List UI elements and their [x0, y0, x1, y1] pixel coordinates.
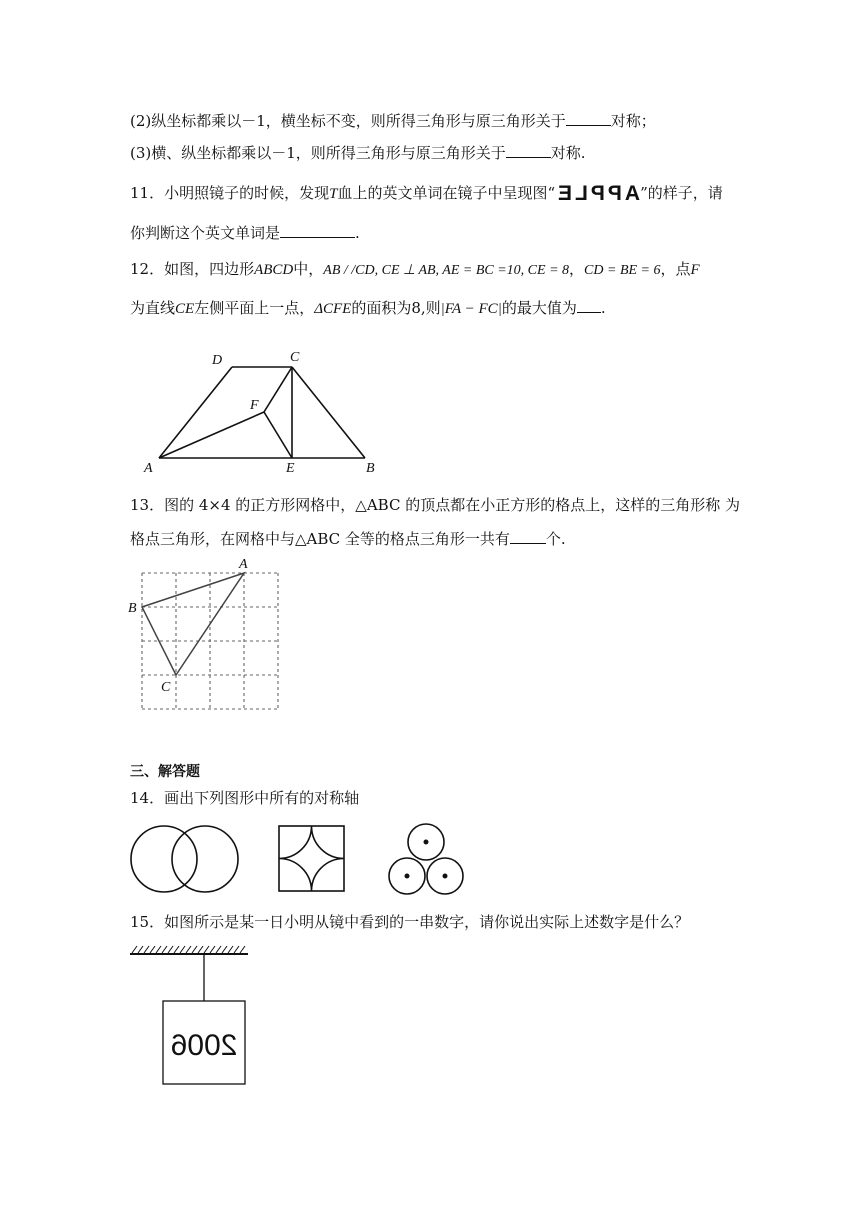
answer-blank [280, 223, 355, 238]
mirrored-number: 2006 [170, 1029, 238, 1062]
label-b: B [128, 601, 137, 616]
three-circles-figure [389, 824, 463, 894]
q10-line2: (2)纵坐标都乘以－1，横坐标不变，则所得三角形与原三角形关于 对称； [130, 112, 656, 130]
quadrilateral-figure [140, 345, 385, 475]
answer-blank [506, 143, 551, 158]
triangle-abc [142, 573, 244, 675]
segment-af [159, 412, 264, 458]
segment-fc [264, 367, 292, 412]
label-e: E [286, 461, 295, 475]
answer-blank [577, 298, 601, 313]
label-f: F [250, 398, 259, 413]
label-b: B [366, 461, 375, 475]
section-heading: 三、解答题 [130, 764, 200, 780]
q15-text: 15．如图所示是某一日小明从镜中看到的一串数字，请你说出实际上述数字是什么？ [130, 913, 690, 931]
grid-triangle-figure [125, 555, 285, 715]
label-a: A [144, 461, 153, 475]
label-c: C [161, 680, 171, 695]
q14-text: 14．画出下列图形中所有的对称轴 [130, 789, 360, 807]
q12-line2: 为直线CE左侧平面上一点，ΔCFE的面积为8,则|FA − FC|的最大值为 . [130, 299, 606, 317]
answer-blank [566, 111, 611, 126]
label-a: A [239, 557, 248, 572]
q12-line1: 12．如图，四边形ABCD中，AB / /CD, CE ⊥ AB, AE = BC =10, CE = 8，CD = BE = 6，点F [130, 260, 700, 278]
segment-cb [292, 367, 365, 458]
q11-line2: 你判断这个英文单词是 . [130, 224, 360, 242]
square-arcs-figure [279, 826, 344, 891]
q13-line1: 13．图的 4×4 的正方形网格中，△ABC 的顶点都在小正方形的格点上，这样的三角形称 为 [130, 496, 740, 514]
mirror-number-figure [128, 945, 253, 1090]
q11-line1: 11．小明照镜子的时候，发现T血上的英文单词在镜子中呈现图“APPLE”的样子，请 [130, 182, 723, 205]
symmetry-figures [128, 822, 468, 897]
label-c: C [290, 350, 300, 365]
mirrored-word: APPLE [555, 182, 641, 205]
overlapping-circles-figure [131, 826, 238, 892]
segment-fe [264, 412, 292, 458]
answer-blank [510, 529, 546, 544]
segment-ad [159, 367, 232, 458]
label-d: D [212, 353, 223, 368]
q10-line3: (3)横、纵坐标都乘以－1，则所得三角形与原三角形关于 对称. [130, 144, 586, 162]
q13-line2: 格点三角形，在网格中与△ABC 全等的格点三角形一共有 个. [130, 530, 566, 548]
